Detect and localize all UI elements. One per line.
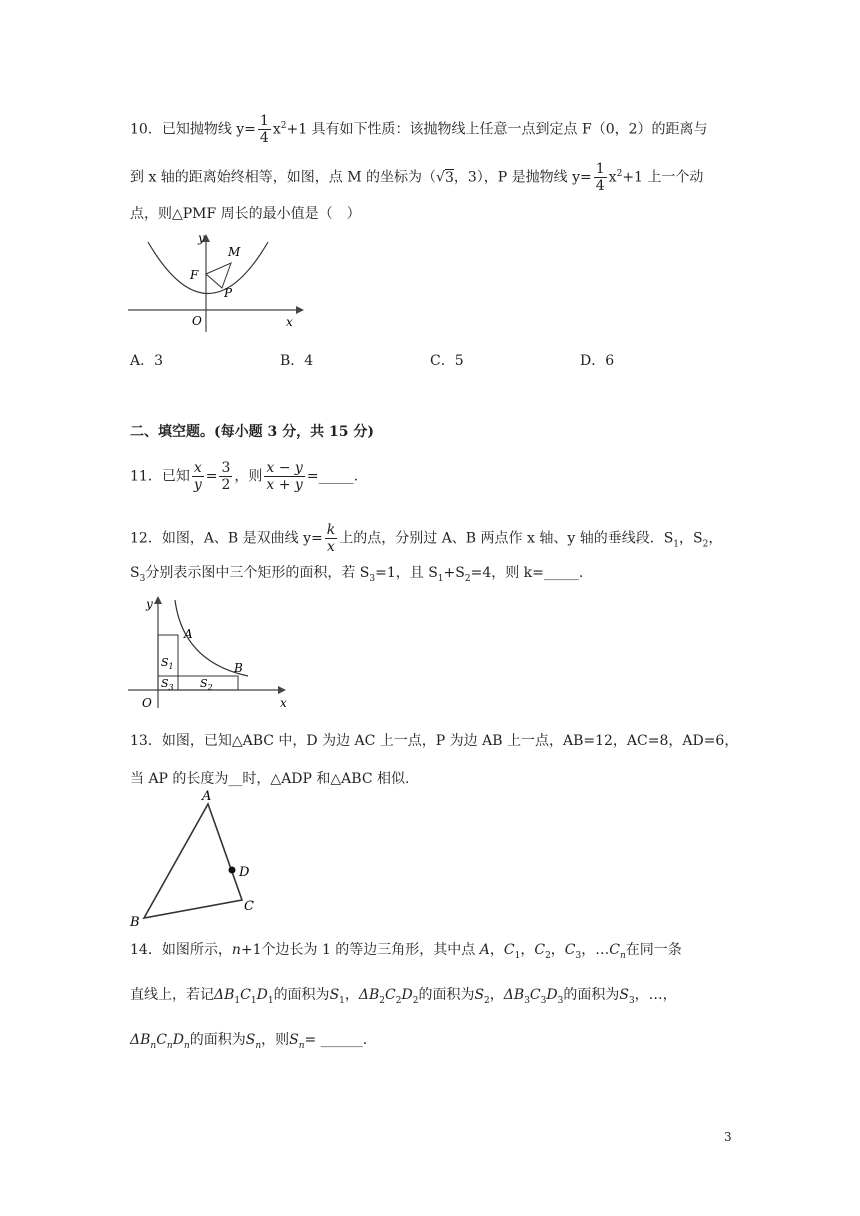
sqrt-symbol: √ [436, 169, 445, 186]
svg-text:y: y [198, 231, 205, 245]
svg-text:S1: $S_1$ [161, 656, 174, 671]
option-d: D．6 [580, 353, 615, 369]
svg-text:A: A [202, 789, 212, 804]
q14-line1: 14．如图所示，n+1个边长为 1 的等边三角形，其中点 A，$C_1$，$C_2$，$C_3$，$\dots C_n$在同一条 [130, 942, 682, 961]
q10-line2: 到 x 轴的距离始终相等，如图，点 M 的坐标为（√3，3），P 是抛物线 y= $\frac{1}{4}$ $x^2+1$ 上一个动 [130, 161, 704, 194]
svg-text:M: M [228, 245, 241, 259]
q14-line2: 直线上，若记$\Delta B_1C_1D_1$的面积为$S_1$，$\Delta B_2C_2D_2$的面积为$S_2$，$\Delta B_3C_3D_3$的面积为$S_3$，…， [130, 987, 677, 1006]
svg-text:D: D [239, 865, 250, 880]
section-heading: 二、填空题。(每小题 3 分，共 15 分) [130, 424, 374, 440]
svg-text:x: x [280, 696, 287, 710]
svg-text:A: A [184, 627, 193, 641]
svg-text:O: O [192, 314, 202, 328]
q10-line3: 点，则△PMF 周长的最小值是（ ） [130, 206, 361, 222]
q10-line1: 10．已知抛物线 y= $\frac{1}{4}$ $x^2+1$ 具有如下性质：该抛物线上任意一点到定点 F（0，2）的距离与 [130, 113, 708, 146]
q12-line1: 12．如图，A、B 是双曲线 y= $\frac{k}{x}$ 上的点，分别过 A、B 两点作 x 轴、y 轴的垂线段．$S_1$，$S_2$， [130, 522, 723, 555]
svg-text:B: B [130, 915, 140, 928]
svg-text:P: P [224, 286, 233, 300]
fraction-quarter: $\frac{1}{4}$ [259, 113, 269, 146]
svg-text:S2: $S_2$ [200, 677, 213, 692]
svg-text:B: B [234, 661, 243, 675]
q14-line3: $\Delta B_nC_nD_n$的面积为$S_n$，则$S_n=$ ______. [130, 1032, 368, 1051]
page-number: 3 [724, 1130, 732, 1144]
svg-text:F: F [190, 268, 199, 282]
svg-text:C: C [244, 899, 254, 914]
option-b: B．4 [280, 353, 314, 369]
option-c: C．5 [430, 353, 464, 369]
q13-line2: 当 AP 的长度为__时，△ADP 和△ABC 相似. [130, 771, 410, 787]
fraction-quarter-2: $\frac{1}{4}$ [595, 161, 605, 194]
q13-line1: 13．如图，已知△ABC 中，D 为边 AC 上一点，P 为边 AB 上一点，AB=12，AC=8，AD=6， [130, 733, 739, 749]
q12-line2: $S_3$分别表示图中三个矩形的面积，若 $S_3=1$，且 $S_1+S_2=4$，则 k=_____. [130, 565, 584, 584]
svg-text:y: y [146, 597, 153, 611]
q11: 11．已知 $\frac{x}{y}$ = $\frac{3}{2}$ ，则 $\frac{x - y}{x + y}$ =_____. [130, 460, 359, 493]
hyperbola-figure [128, 592, 293, 714]
svg-text:x: x [286, 315, 293, 329]
triangle-figure [126, 788, 266, 928]
svg-text:S3: $S_3$ [161, 677, 174, 692]
parabola-figure [128, 230, 308, 335]
option-a: A．3 [130, 353, 164, 369]
svg-text:O: O [142, 696, 152, 710]
